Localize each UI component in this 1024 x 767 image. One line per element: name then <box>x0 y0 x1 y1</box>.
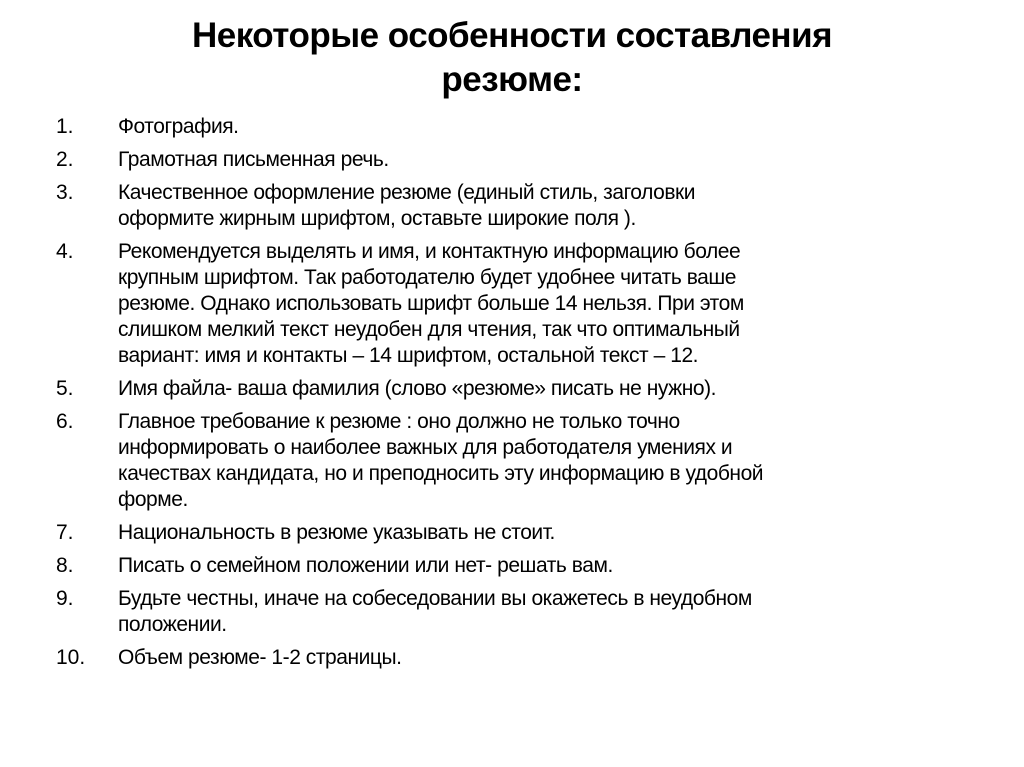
list-item-line: Главное требование к резюме : оно должно не только точно <box>118 410 680 433</box>
list-item-line: слишком мелкий текст неудобен для чтения, так что оптимальный <box>118 318 740 341</box>
slide-title <box>0 14 1024 102</box>
slide-title-line: Некоторые особенности составления <box>191 16 833 55</box>
list-item-line: информировать о наиболее важных для работодателя умениях и <box>118 436 733 459</box>
list-item-text <box>118 239 744 369</box>
list-item-line: Будьте честны, иначе на собеседовании вы окажетесь в неудобном <box>118 587 752 610</box>
list-item-line: оформите жирным шрифтом, оставьте широкие поля ). <box>118 207 636 230</box>
list-item-line: Фотография. <box>118 115 239 138</box>
list-item <box>56 239 986 369</box>
list-item-text <box>118 520 555 546</box>
list-item-number: 7. <box>56 521 74 544</box>
list-item-number: 9. <box>56 587 74 610</box>
list-item-text <box>118 114 239 140</box>
list-item-line: вариант: имя и контакты – 14 шрифтом, остальной текст – 12. <box>118 344 699 367</box>
list-item-text <box>118 553 613 579</box>
list-item-number: 6. <box>56 410 74 433</box>
list-item-text <box>118 586 752 638</box>
list-item <box>56 180 986 232</box>
list-item-number: 5. <box>56 377 74 400</box>
slide-title-line: резюме: <box>441 60 583 99</box>
list-item <box>56 114 986 140</box>
list-item <box>56 645 986 671</box>
list-item-number: 4. <box>56 240 74 263</box>
list-item-line: Писать о семейном положении или нет- решать вам. <box>118 554 613 577</box>
list-item-text <box>118 409 763 513</box>
list-item-line: Грамотная письменная речь. <box>118 148 389 171</box>
list-item-text <box>118 147 389 173</box>
list-item-text <box>118 376 716 402</box>
list-item <box>56 376 986 402</box>
list-item-line: Объем резюме- 1-2 страницы. <box>118 646 402 669</box>
list-item-number: 1. <box>56 115 74 138</box>
list-item-line: Имя файла- ваша фамилия (слово «резюме» писать не нужно). <box>118 377 717 400</box>
list-item <box>56 147 986 173</box>
list-item-line: резюме. Однако использовать шрифт больше 14 нельзя. При этом <box>118 292 744 315</box>
list-item-line: форме. <box>118 488 188 511</box>
list-item-line: Качественное оформление резюме (единый стиль, заголовки <box>118 181 696 204</box>
list-item-number: 2. <box>56 148 74 171</box>
list-item-number: 10. <box>56 646 86 669</box>
list-item-line: крупным шрифтом. Так работодателю будет удобнее читать ваше <box>118 266 737 289</box>
list-item <box>56 520 986 546</box>
list-item <box>56 586 986 638</box>
list-item <box>56 553 986 579</box>
list-item-line: качествах кандидата, но и преподносить эту информацию в удобной <box>118 462 764 485</box>
list-item-line: положении. <box>118 613 227 636</box>
list-item-line: Национальность в резюме указывать не стоит. <box>118 521 555 544</box>
numbered-list <box>56 114 986 678</box>
list-item-number: 3. <box>56 181 74 204</box>
list-item-line: Рекомендуется выделять и имя, и контактную информацию более <box>118 240 741 263</box>
list-item-number: 8. <box>56 554 74 577</box>
list-item-text <box>118 645 402 671</box>
list-item <box>56 409 986 513</box>
list-item-text <box>118 180 695 232</box>
